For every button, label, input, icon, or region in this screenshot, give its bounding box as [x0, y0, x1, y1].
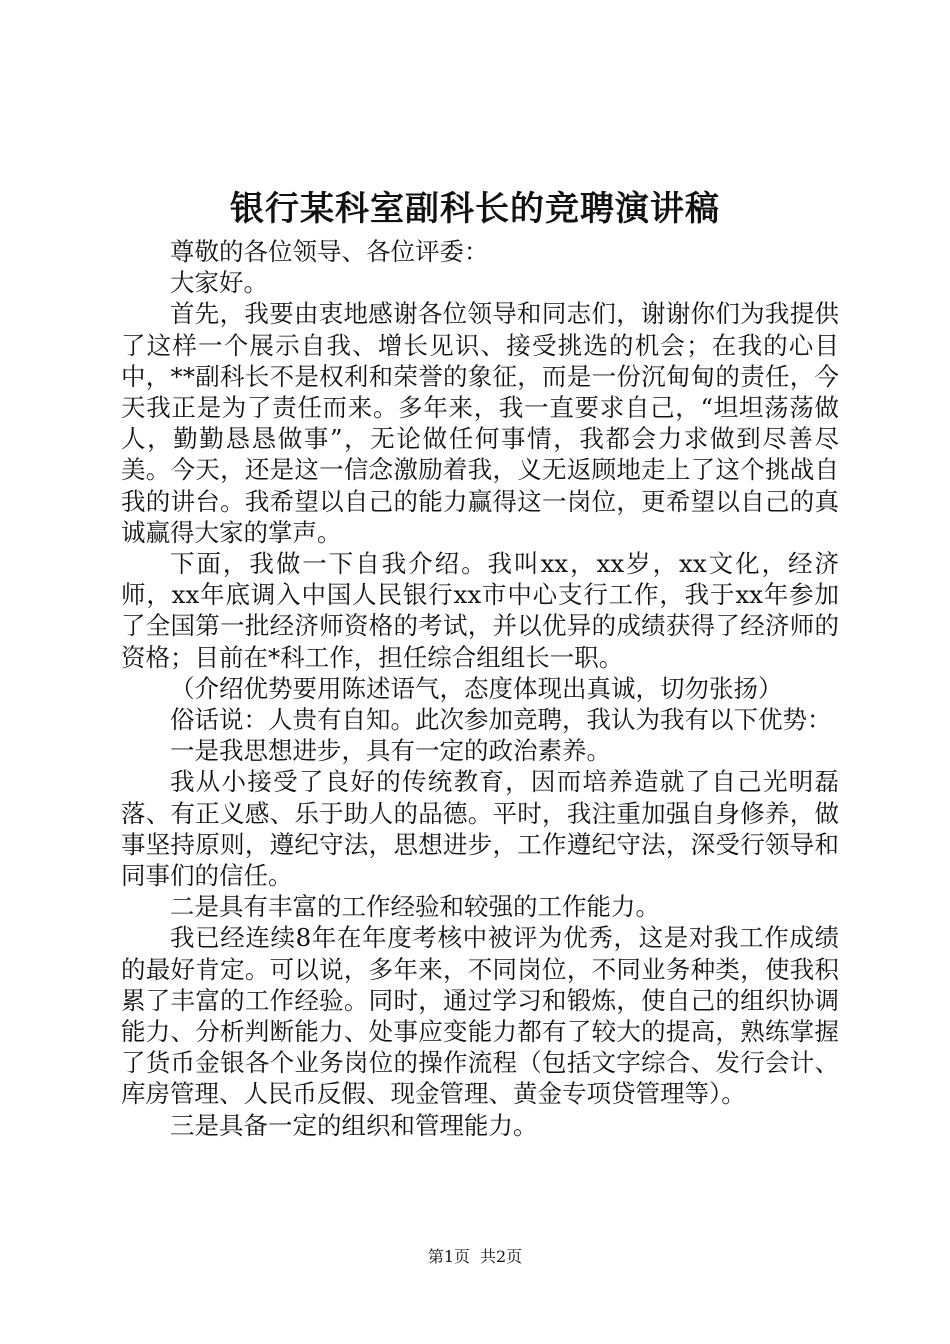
- paragraph-note: （介绍优势要用陈述语气，态度体现出真诚，切勿张扬）: [170, 673, 783, 703]
- document-body: [121, 236, 839, 1141]
- paragraph-point-two: 二是具有丰富的工作经验和较强的工作能力。: [170, 892, 660, 922]
- paragraph-point-one: 一是我思想进步，具有一定的政治素养。: [170, 736, 611, 766]
- page-footer: [0, 1246, 950, 1268]
- paragraph-advantages-intro: 俗话说：人贵有自知。此次参加竞聘，我认为我有以下优势：: [170, 705, 832, 735]
- paragraph-salutation: 尊敬的各位领导、各位评委：: [170, 237, 489, 266]
- page-current: 第1页: [427, 1247, 470, 1266]
- paragraph-self-introduction: 下面，我做一下自我介绍。我叫xx，xx岁，xx文化，经济师，xx年底调入中国人民银行xx市中心支行工作，我于xx年参加了全国第一批经济师资格的考试，并以优异的成绩获得了经济师的资格；目前在*科工作，担任综合组组长一职。: [121, 549, 839, 672]
- paragraph-point-two-detail: 我已经连续8年在年度考核中被评为优秀，这是对我工作成绩的最好肯定。可以说，多年来，不同岗位，不同业务种类，使我积累了丰富的工作经验。同时，通过学习和锻炼，使自己的组织协调能力、分析判断能力、处事应变能力都有了较大的提高，熟练掌握了货币金银各个业务岗位的操作流程（包括文字综合、发行会计、库房管理、人民币反假、现金管理、黄金专项贷管理等）。: [121, 923, 839, 1109]
- paragraph-point-three: 三是具备一定的组织和管理能力。: [170, 1110, 538, 1140]
- page-total: 共2页: [480, 1247, 523, 1266]
- paragraph-greeting: 大家好。: [170, 268, 268, 298]
- document-title: 银行某科室副科长的竞聘演讲稿: [230, 189, 720, 229]
- paragraph-point-one-detail: 我从小接受了良好的传统教育，因而培养造就了自己光明磊落、有正义感、乐于助人的品德。平时，我注重加强自身修养，做事坚持原则，遵纪守法，思想进步，工作遵纪守法，深受行领导和同事们的信任。: [121, 767, 839, 891]
- paragraph-thanks: 首先，我要由衷地感谢各位领导和同志们，谢谢你们为我提供了这样一个展示自我、增长见识、接受挑选的机会；在我的心目中，**副科长不是权利和荣誉的象征，而是一份沉甸甸的责任，今天我正是为了责任而来。多年来，我一直要求自己，“坦坦荡荡做人，勤勤恳恳做事”，无论做任何事情，我都会力求做到尽善尽美。今天，还是这一信念激励着我，义无返顾地走上了这个挑战自我的讲台。我希望以自己的能力赢得这一岗位，更希望以自己的真诚赢得大家的掌声。: [121, 299, 839, 547]
